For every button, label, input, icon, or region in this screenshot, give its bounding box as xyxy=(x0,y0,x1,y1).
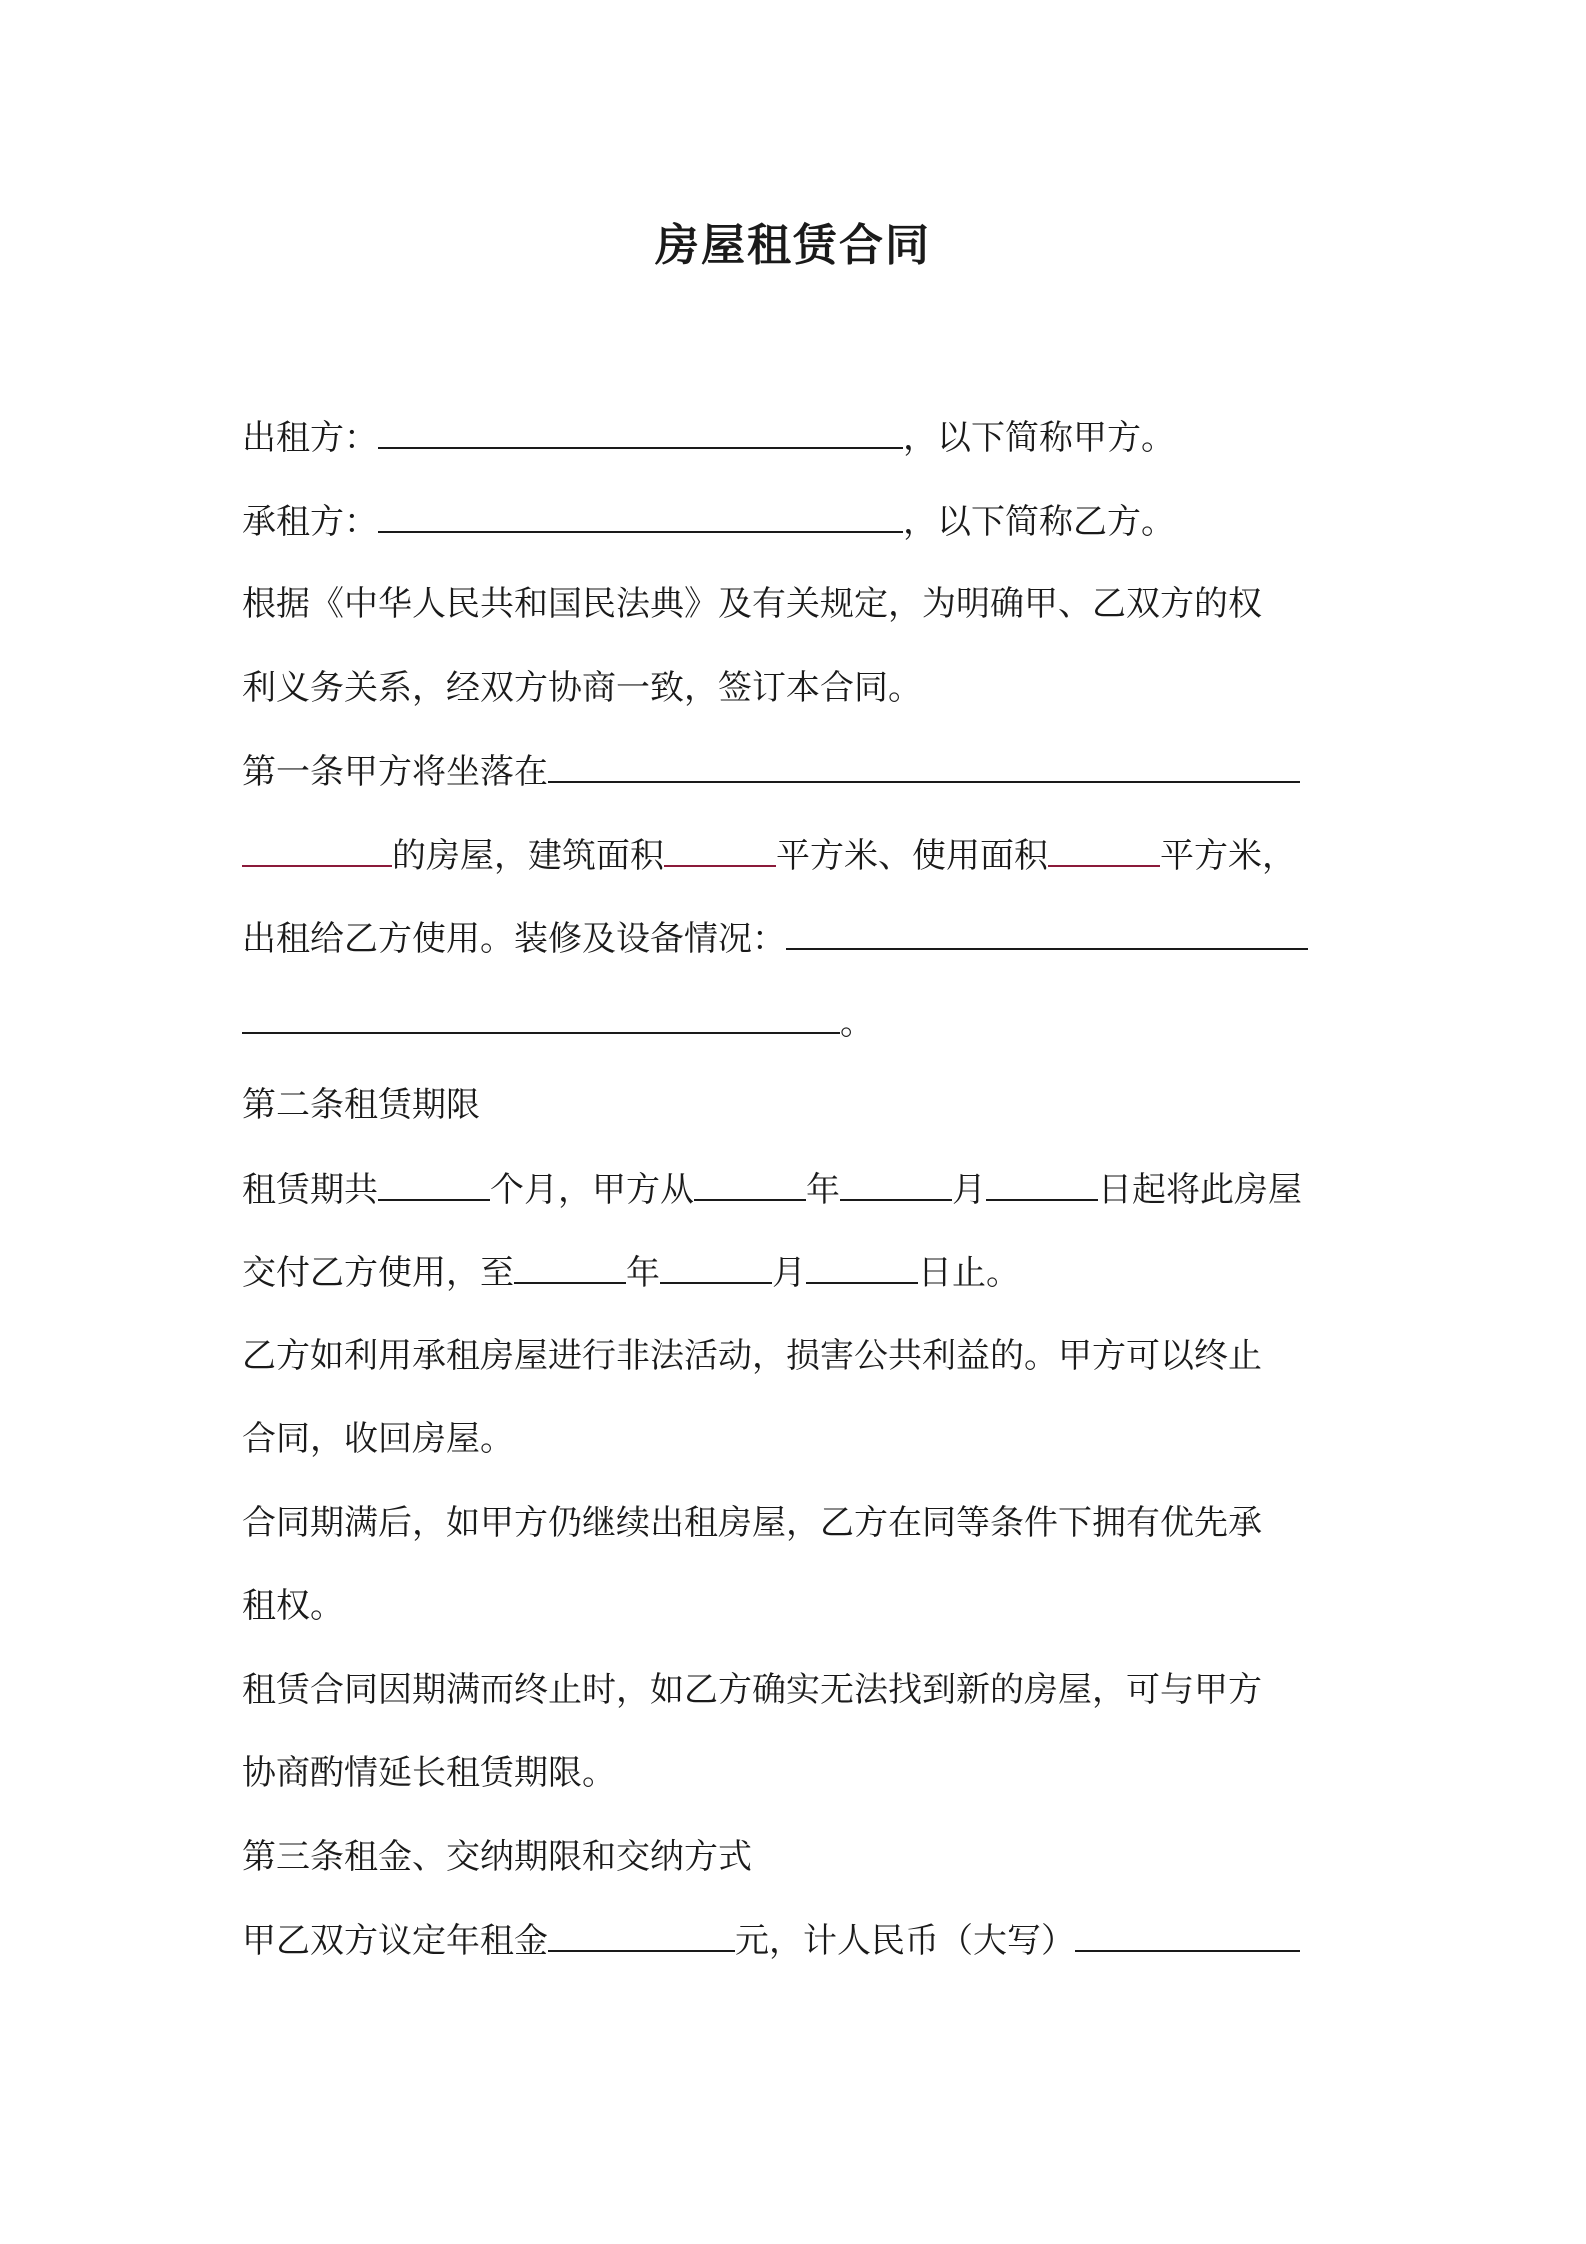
article3-rent-line xyxy=(242,1916,1362,1965)
property-location-field[interactable] xyxy=(548,747,1300,783)
article2-heading: 第二条租赁期限 xyxy=(242,1085,480,1125)
preamble-line-1: 根据《中华人民共和国民法典》及有关规定，为明确甲、乙双方的权 xyxy=(242,584,1262,624)
preamble-line-2: 利义务关系，经双方协商一致，签订本合同。 xyxy=(242,668,922,708)
building-area-field[interactable] xyxy=(664,831,776,867)
lessee-line xyxy=(242,497,1362,546)
usable-area-field[interactable] xyxy=(1048,831,1160,867)
article1-line-3 xyxy=(242,914,1362,963)
start-day-label: 日起将此房屋 xyxy=(1098,1170,1302,1210)
end-label: 交付乙方使用，至 xyxy=(242,1253,514,1293)
article1-line-2 xyxy=(242,831,1362,880)
article2-p2-line-1: 合同期满后，如甲方仍继续出租房屋，乙方在同等条件下拥有优先承 xyxy=(242,1503,1262,1543)
lessee-label: 承租方： xyxy=(242,502,378,542)
article1-usable-label: 平方米、使用面积 xyxy=(776,836,1048,876)
article2-p1-line-2: 合同，收回房屋。 xyxy=(242,1419,514,1459)
article2-p3-line-1: 租赁合同因期满而终止时，如乙方确实无法找到新的房屋，可与甲方 xyxy=(242,1670,1262,1710)
article1-equipment-label: 出租给乙方使用。装修及设备情况： xyxy=(242,919,786,959)
document-title: 房屋租赁合同 xyxy=(655,220,931,271)
article1-line-1 xyxy=(242,747,1362,796)
annual-rent-field[interactable] xyxy=(548,1916,735,1952)
start-month-label: 月 xyxy=(952,1170,986,1210)
lessee-suffix: ，以下简称乙方。 xyxy=(903,502,1175,542)
term-months-label: 个月，甲方从 xyxy=(490,1170,694,1210)
article2-term-line-1 xyxy=(242,1165,1362,1214)
article2-p3-line-2: 协商酌情延长租赁期限。 xyxy=(242,1753,616,1793)
lessor-suffix: ，以下简称甲方。 xyxy=(903,418,1175,458)
start-month-field[interactable] xyxy=(840,1165,952,1201)
article3-heading: 第三条租金、交纳期限和交纳方式 xyxy=(242,1837,752,1877)
equipment-field[interactable] xyxy=(786,914,1308,950)
start-day-field[interactable] xyxy=(986,1165,1098,1201)
article2-term-line-2 xyxy=(242,1248,1362,1297)
article1-line-4 xyxy=(242,998,1362,1047)
term-months-field[interactable] xyxy=(378,1165,490,1201)
end-month-field[interactable] xyxy=(660,1248,772,1284)
article1-location-label: 第一条甲方将坐落在 xyxy=(242,752,548,792)
annual-rent-label: 甲乙双方议定年租金 xyxy=(242,1921,548,1961)
article1-area-label: 的房屋，建筑面积 xyxy=(392,836,664,876)
lessor-name-field[interactable] xyxy=(378,413,903,449)
article1-sqm-unit: 平方米， xyxy=(1160,836,1296,876)
rent-uppercase-label: 元，计人民币（大写） xyxy=(735,1921,1075,1961)
lessor-line xyxy=(242,413,1362,462)
article2-p1-line-1: 乙方如利用承租房屋进行非法活动，损害公共利益的。甲方可以终止 xyxy=(242,1336,1262,1376)
equipment-field-cont[interactable] xyxy=(242,998,840,1034)
lessee-name-field[interactable] xyxy=(378,497,903,533)
end-year-field[interactable] xyxy=(514,1248,626,1284)
lessor-label: 出租方： xyxy=(242,418,378,458)
end-day-label: 日止。 xyxy=(918,1253,1020,1293)
start-year-label: 年 xyxy=(806,1170,840,1210)
term-label: 租赁期共 xyxy=(242,1170,378,1210)
rent-uppercase-field[interactable] xyxy=(1075,1916,1300,1952)
end-month-label: 月 xyxy=(772,1253,806,1293)
article2-p2-line-2: 租权。 xyxy=(242,1586,344,1626)
end-day-field[interactable] xyxy=(806,1248,918,1284)
start-year-field[interactable] xyxy=(694,1165,806,1201)
end-year-label: 年 xyxy=(626,1253,660,1293)
property-location-field-cont[interactable] xyxy=(242,831,392,867)
article1-line-end: 。 xyxy=(840,1003,874,1043)
